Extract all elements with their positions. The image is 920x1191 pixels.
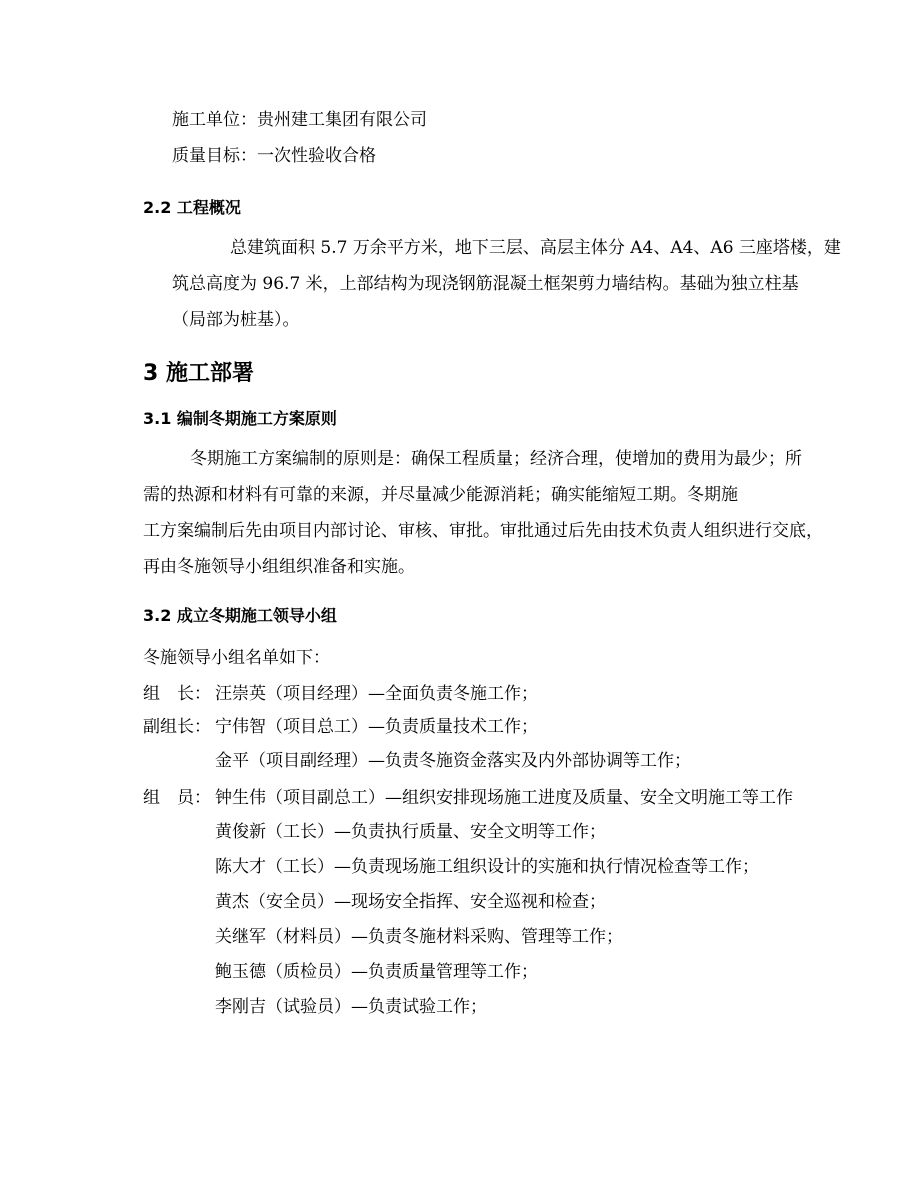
member-entry: 黄俊新（工长）—负责执行质量、安全文明等工作； (215, 822, 606, 842)
section-heading-2-2: 2.2 工程概况 (143, 198, 241, 217)
vice-leader-label: 副组长： (143, 717, 211, 737)
member-label: 组 员： (143, 788, 211, 808)
member-entry: 钟生伟（项目副总工）—组织安排现场施工进度及质量、安全文明施工等工作 (215, 788, 793, 808)
member-entry: 黄杰（安全员）—现场安全指挥、安全巡视和检查； (215, 892, 606, 912)
overview-line-2: 筑总高度为 96.7 米，上部结构为现浇钢筋混凝土框架剪力墙结构。基础为独立柱基 (172, 274, 799, 294)
construction-unit: 施工单位：贵州建工集团有限公司 (172, 110, 427, 130)
principle-line-3: 工方案编制后先由项目内部讨论、审核、审批。审批通过后先由技术负责人组织进行交底， (143, 521, 823, 541)
team-intro: 冬施领导小组名单如下： (143, 648, 330, 668)
overview-line-1: 总建筑面积 5.7 万余平方米，地下三层、高层主体分 A4、A4、A6 三座塔楼，建 (230, 238, 841, 258)
overview-line-3: （局部为桩基）。 (172, 310, 300, 330)
quality-target: 质量目标：一次性验收合格 (172, 146, 376, 166)
section-heading-3-1: 3.1 编制冬期施工方案原则 (143, 409, 337, 428)
member-entry: 李刚吉（试验员）—负责试验工作； (215, 997, 487, 1017)
principle-line-4: 再由冬施领导小组组织准备和实施。 (143, 557, 415, 577)
principle-line-1: 冬期施工方案编制的原则是：确保工程质量；经济合理，使增加的费用为最少；所 (190, 449, 802, 469)
member-entry: 鲍玉德（质检员）—负责质量管理等工作； (215, 962, 538, 982)
member-entry: 关继军（材料员）—负责冬施材料采购、管理等工作； (215, 927, 623, 947)
vice-leader-entry: 宁伟智（项目总工）—负责质量技术工作； (215, 717, 538, 737)
leader-label: 组 长： (143, 684, 211, 704)
section-heading-3: 3 施工部署 (143, 361, 254, 386)
section-heading-3-2: 3.2 成立冬期施工领导小组 (143, 606, 337, 625)
principle-line-2: 需的热源和材料有可靠的来源，并尽量减少能源消耗；确实能缩短工期。冬期施 (143, 485, 738, 505)
vice-leader-entry: 金平（项目副经理）—负责冬施资金落实及内外部协调等工作； (215, 751, 691, 771)
leader-entry: 汪崇英（项目经理）—全面负责冬施工作； (215, 684, 538, 704)
member-entry: 陈大才（工长）—负责现场施工组织设计的实施和执行情况检查等工作； (215, 857, 759, 877)
